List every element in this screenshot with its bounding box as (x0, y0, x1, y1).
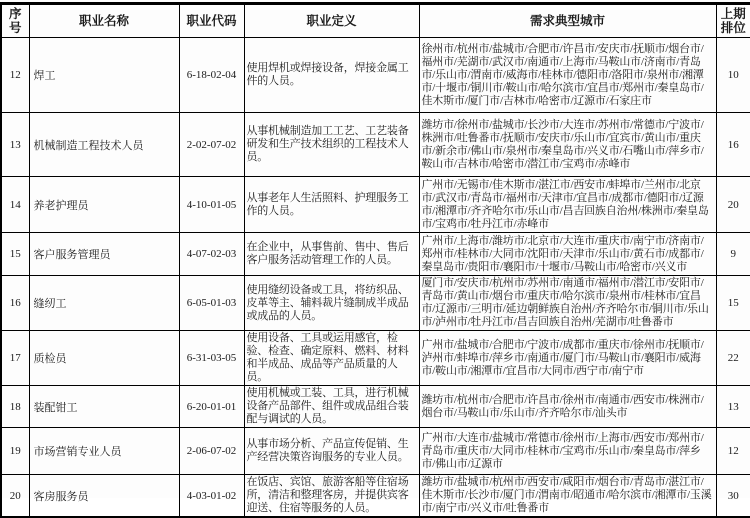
cell-occupation-name: 客户服务管理员 (29, 233, 179, 276)
cell-occupation-code: 6-20-01-01 (179, 386, 244, 428)
cell-definition: 从事机械制造加工工艺、工艺装备研发和生产技术组织的工程技术人员。 (244, 113, 419, 177)
cell-occupation-code: 2-02-07-02 (179, 113, 244, 177)
cell-occupation-name: 焊工 (29, 38, 179, 113)
header-occupation-code: 职业代码 (179, 4, 244, 38)
cell-serial: 19 (1, 428, 29, 475)
cell-demand-cities: 潍坊市/杭州市/合肥市/许昌市/徐州市/南通市/西安市/株洲市/烟台市/马鞍山市/乐山市/齐齐哈尔市/汕头市 (419, 386, 716, 428)
cell-occupation-name: 缝纫工 (29, 276, 179, 331)
cell-occupation-name: 机械制造工程技术人员 (29, 113, 179, 177)
table-row (1, 38, 750, 113)
header-row (1, 4, 750, 38)
cell-serial: 18 (1, 386, 29, 428)
occupations-table (0, 2, 750, 518)
cell-previous-rank: 20 (716, 177, 750, 233)
cell-occupation-code: 4-07-02-03 (179, 233, 244, 276)
cell-occupation-name: 市场营销专业人员 (29, 428, 179, 475)
cell-previous-rank: 30 (716, 475, 750, 518)
cell-serial: 17 (1, 331, 29, 386)
cell-serial: 13 (1, 113, 29, 177)
header-serial: 序号 (1, 4, 29, 38)
table-header (1, 4, 750, 38)
cell-serial: 14 (1, 177, 29, 233)
cell-definition: 使用缝纫设备或工具，将纺织品、皮革等主、辅料裁片缝制成半成品或成品的人员。 (244, 276, 419, 331)
cell-serial: 20 (1, 475, 29, 518)
table-row (1, 475, 750, 518)
table-row (1, 177, 750, 233)
cell-serial: 16 (1, 276, 29, 331)
table-row (1, 233, 750, 276)
cell-demand-cities: 厦门市/安庆市/杭州市/苏州市/南通市/福州市/潜江市/安阳市/青岛市/黄山市/烟台市/重庆市/哈尔滨市/泉州市/桂林市/宜昌市/辽源市/三明市/延边朝鲜族自治州/齐齐哈尔市/铜川市/乐山市/泸州市/牡丹江市/昌吉回族自治州/芜湖市/吐鲁番市 (419, 276, 716, 331)
cell-occupation-name: 客房服务员 (29, 475, 179, 518)
header-demand-cities: 需求典型城市 (419, 4, 716, 38)
cell-occupation-code: 4-10-01-05 (179, 177, 244, 233)
cell-occupation-name: 装配钳工 (29, 386, 179, 428)
cell-definition: 在企业中，从事售前、售中、售后客户服务活动管理工作的人员。 (244, 233, 419, 276)
cell-demand-cities: 广州市/盐城市/合肥市/宁波市/成都市/重庆市/徐州市/抚顺市/泸州市/蚌埠市/萍乡市/南通市/厦门市/马鞍山市/襄阳市/威海市/鞍山市/湘潭市/宜昌市/大同市/西宁市/南宁市 (419, 331, 716, 386)
cell-previous-rank: 12 (716, 428, 750, 475)
table-row (1, 386, 750, 428)
cell-serial: 12 (1, 38, 29, 113)
cell-demand-cities: 徐州市/杭州市/盐城市/合肥市/许昌市/安庆市/抚顺市/烟台市/福州市/芜湖市/武汉市/南通市/上海市/马鞍山市/济南市/青岛市/乐山市/渭南市/威海市/桂林市/德阳市/洛阳市/泉州市/湘潭市/十堰市/铜川市/鞍山市/哈尔滨市/宜昌市/郑州市/秦皇岛市/佳木斯市/厦门市/吉林市/哈密市/辽源市/石家庄市 (419, 38, 716, 113)
cell-occupation-code: 6-31-03-05 (179, 331, 244, 386)
cell-definition: 在饭店、宾馆、旅游客船等住宿场所，清洁和整理客房，并提供宾客迎送、住宿等服务的人员。 (244, 475, 419, 518)
cell-occupation-name: 养老护理员 (29, 177, 179, 233)
cell-previous-rank: 22 (716, 331, 750, 386)
cell-occupation-code: 6-18-02-04 (179, 38, 244, 113)
header-previous-rank: 上期排位 (716, 4, 750, 38)
cell-occupation-code: 4-03-01-02 (179, 475, 244, 518)
table-row (1, 276, 750, 331)
header-occupation-name: 职业名称 (29, 4, 179, 38)
cell-definition: 使用焊机或焊接设备，焊接金属工件的人员。 (244, 38, 419, 113)
header-definition: 职业定义 (244, 4, 419, 38)
table-row (1, 331, 750, 386)
cell-demand-cities: 潍坊市/盐城市/杭州市/西安市/咸阳市/烟台市/青岛市/湛江市/佳木斯市/长沙市/厦门市/渭南市/昭通市/哈尔滨市/湘潭市/玉溪市/南宁市/兴义市/吐鲁番市 (419, 475, 716, 518)
table-row (1, 113, 750, 177)
table-body (1, 38, 750, 518)
cell-previous-rank: 16 (716, 113, 750, 177)
cell-occupation-code: 2-06-07-02 (179, 428, 244, 475)
cell-previous-rank: 15 (716, 276, 750, 331)
cell-definition: 使用机械或工装、工具，进行机械设备产品部件、组件或成品组合装配与调试的人员。 (244, 386, 419, 428)
cell-occupation-name: 质检员 (29, 331, 179, 386)
cell-definition: 从事市场分析、产品宣传促销、生产经营决策咨询服务的专业人员。 (244, 428, 419, 475)
cell-definition: 使用设备、工具或运用感官，检验、检查、确定原料、燃料、材料和半成品、成品等产品质量的人员。 (244, 331, 419, 386)
cell-demand-cities: 潍坊市/徐州市/盐城市/长沙市/大连市/苏州市/常德市/宁波市/株洲市/吐鲁番市/抚顺市/安庆市/乐山市/宜宾市/黄山市/重庆市/新余市/佛山市/泉州市/秦皇岛市/兴义市/石嘴山市/萍乡市/鞍山市/吉林市/哈密市/潜江市/宝鸡市/赤峰市 (419, 113, 716, 177)
cell-demand-cities: 广州市/上海市/潍坊市/北京市/大连市/重庆市/南宁市/济南市/郑州市/桂林市/大同市/沈阳市/天津市/乐山市/黄石市/成都市/秦皇岛市/贵阳市/襄阳市/十堰市/马鞍山市/哈密市/兴义市 (419, 233, 716, 276)
cell-previous-rank: 9 (716, 233, 750, 276)
cell-definition: 从事老年人生活照料、护理服务工作的人员。 (244, 177, 419, 233)
cell-serial: 15 (1, 233, 29, 276)
cell-demand-cities: 广州市/大连市/盐城市/常德市/徐州市/上海市/西安市/郑州市/青岛市/重庆市/大同市/桂林市/宝鸡市/乐山市/秦皇岛市/萍乡市/佛山市/辽源市 (419, 428, 716, 475)
table-row (1, 428, 750, 475)
cell-previous-rank: 10 (716, 38, 750, 113)
cell-demand-cities: 广州市/无锡市/佳木斯市/湛江市/西安市/蚌埠市/兰州市/北京市/武汉市/青岛市/福州市/天津市/宜昌市/成都市/德阳市/辽源市/湘潭市/齐齐哈尔市/乐山市/昌吉回族自治州/株洲市/秦皇岛市/宝鸡市/牡丹江市/赤峰市 (419, 177, 716, 233)
cell-previous-rank: 13 (716, 386, 750, 428)
cell-occupation-code: 6-05-01-03 (179, 276, 244, 331)
